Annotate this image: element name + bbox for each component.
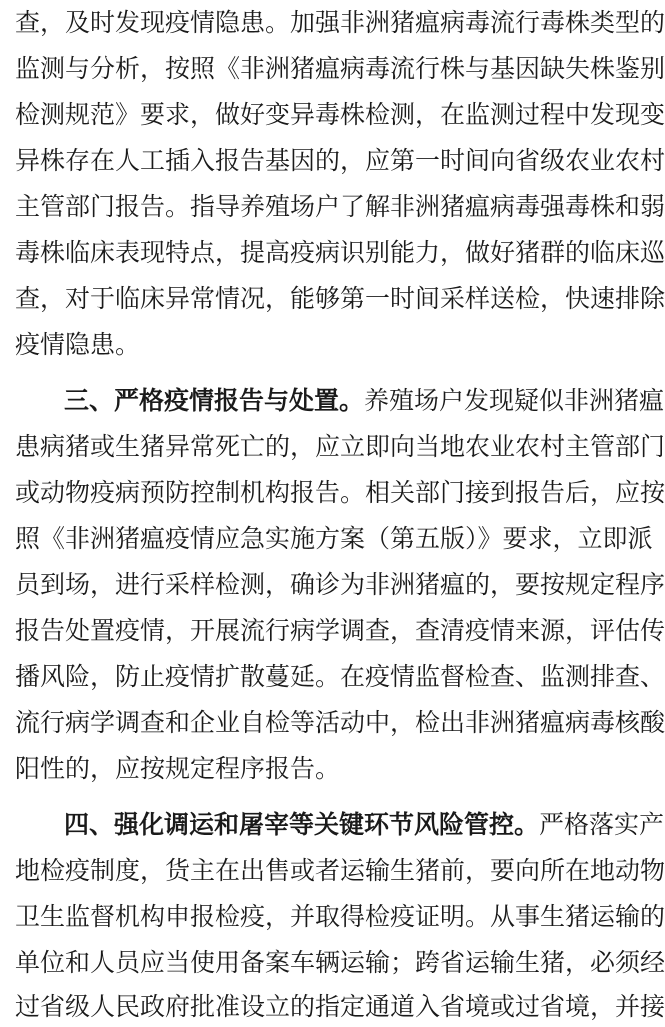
- text-line: 地检疫制度，货主在出售或者运输生猪前，要向所在地动物: [15, 856, 665, 885]
- text-line: 员到场，进行采样检测，确诊为非洲猪瘟的，要按规定程序: [15, 570, 665, 599]
- section-3-heading: 三、严格疫情报告与处置。: [64, 386, 365, 415]
- text-line: 查，及时发现疫情隐患。加强非洲猪瘟病毒流行毒株类型的: [15, 8, 665, 37]
- text-line: 监测与分析，按照《非洲猪瘟病毒流行株与基因缺失株鉴别: [15, 54, 665, 83]
- text-line: 患病猪或生猪异常死亡的，应立即向当地农业农村主管部门: [15, 432, 665, 461]
- text-line: 单位和人员应当使用备案车辆运输；跨省运输生猪，必须经: [15, 948, 665, 977]
- section-4-first-line-text: 严格落实产: [539, 810, 665, 839]
- text-line: 疫情隐患。: [15, 330, 141, 359]
- text-line: 主管部门报告。指导养殖场户了解非洲猪瘟病毒强毒株和弱: [15, 192, 665, 221]
- text-line: 过省级人民政府批准设立的指定通道入省境或过省境，并接: [15, 992, 665, 1021]
- text-line: 照《非洲猪瘟疫情应急实施方案（第五版）》要求，立即派: [15, 524, 653, 553]
- text-line: 或动物疫病预防控制机构报告。相关部门接到报告后，应按: [15, 478, 665, 507]
- text-line: 播风险，防止疫情扩散蔓延。在疫情监督检查、监测排查、: [15, 662, 665, 691]
- text-line: 异株存在人工插入报告基因的，应第一时间向省级农业农村: [15, 146, 665, 175]
- text-line: 查，对于临床异常情况，能够第一时间采样送检，快速排除: [15, 284, 665, 313]
- section-4-heading: 四、强化调运和屠宰等关键环节风险管控。: [64, 810, 540, 839]
- section-3-first-line-text: 养殖场户发现疑似非洲猪瘟: [364, 386, 665, 415]
- text-line: 报告处置疫情，开展流行病学调查，查清疫情来源，评估传: [15, 616, 665, 645]
- text-line: 检测规范》要求，做好变异毒株检测，在监测过程中发现变: [15, 100, 665, 129]
- section-4-first-line: [64, 805, 665, 845]
- text-line: 毒株临床表现特点，提高疫病识别能力，做好猪群的临床巡: [15, 238, 665, 267]
- section-3-first-line: [64, 381, 665, 421]
- text-line: 阳性的，应按规定程序报告。: [15, 754, 341, 783]
- text-line: 卫生监督机构申报检疫，并取得检疫证明。从事生猪运输的: [15, 902, 665, 931]
- text-line: 流行病学调查和企业自检等活动中，检出非洲猪瘟病毒核酸: [15, 708, 665, 737]
